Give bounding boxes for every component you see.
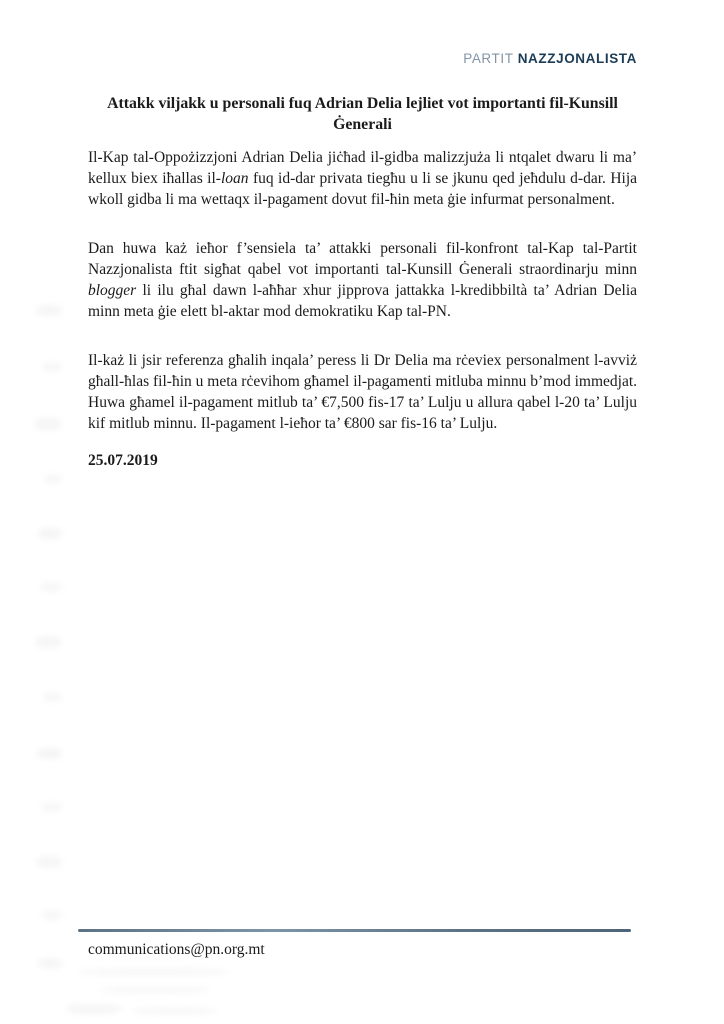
page-title: Attakk viljakk u personali fuq Adrian Delia lejliet vot importanti fil-Kunsill Ġenerali bbox=[107, 95, 618, 133]
scan-artifact bbox=[44, 474, 62, 484]
scan-artifact bbox=[40, 582, 62, 592]
scan-artifact bbox=[36, 856, 62, 868]
paragraph-text: Il-Kap tal-Oppożizzjoni Adrian Delia jiċħad il-gidba malizzjuża li ntqalet dwaru li ma’ kellux biex iħallas il- bbox=[88, 149, 637, 187]
body-paragraph-2 bbox=[88, 238, 637, 322]
body-paragraph-3 bbox=[88, 350, 637, 434]
footer-divider bbox=[78, 929, 631, 932]
scan-artifact bbox=[36, 305, 62, 316]
partit-nazzjonalista-logo bbox=[463, 51, 637, 66]
scan-artifact bbox=[34, 418, 62, 430]
scan-artifact bbox=[132, 1007, 217, 1015]
document-date: 25.07.2019 bbox=[88, 452, 158, 469]
scan-artifact bbox=[100, 986, 210, 994]
scan-artifact bbox=[38, 528, 62, 539]
logo-word-partit: PARTIT bbox=[463, 51, 514, 66]
paragraph-text: li ilu għal dawn l-aħħar xhur jipprova jattakka l-kredibbiltà ta’ Adrian Delia minn meta ġie elett bl-aktar mod demokratiku Kap tal-PN. bbox=[88, 282, 637, 320]
scan-artifact bbox=[41, 802, 62, 812]
scan-artifact bbox=[66, 1004, 121, 1014]
paragraph-text: Il-każ li jsir referenza għalih inqala’ peress li Dr Delia ma rċeviex personalment l-avviż għall-ħlas fil-ħin u meta rċevihom għamel il-pagamenti mitluba minnu b’mod immedjat. Huwa għamel il-pagament mitlub ta’ €7,500 fis-17 ta’ Lulju u allura qabel l-20 ta’ Lulju kif mitlub minnu. Il-pagament l-ieħor ta’ €800 sar fis-16 ta’ Lulju. bbox=[88, 352, 637, 432]
scan-artifact bbox=[42, 910, 62, 920]
paragraph-text-italic: blogger bbox=[88, 282, 137, 299]
paragraph-text: Dan huwa każ ieħor f’sensiela ta’ attakki personali fil-konfront tal-Kap tal-Partit Nazzjonalista ftit sigħat qabel vot importanti tal-Kunsill Ġenerali straordinarju minn bbox=[88, 240, 637, 278]
scan-artifact bbox=[43, 692, 62, 702]
body-paragraph-1 bbox=[88, 147, 637, 210]
scan-artifact bbox=[35, 636, 62, 648]
logo-word-nazzjonalista: NAZZJONALISTA bbox=[517, 51, 637, 66]
scan-artifact bbox=[78, 968, 228, 976]
contact-email: communications@pn.org.mt bbox=[88, 941, 265, 958]
document-body bbox=[88, 147, 637, 462]
scan-artifact bbox=[42, 362, 62, 372]
scan-artifact bbox=[38, 958, 62, 969]
paragraph-text-italic: loan bbox=[220, 170, 249, 187]
paragraph-text: fuq id-dar privata tiegħu u li se jkunu qed jeħdulu d-dar. Hija wkoll gidba li ma wettaqx il-pagament dovut fil-ħin meta ġie infurmat personalment. bbox=[88, 170, 638, 208]
scan-artifact bbox=[37, 748, 62, 759]
